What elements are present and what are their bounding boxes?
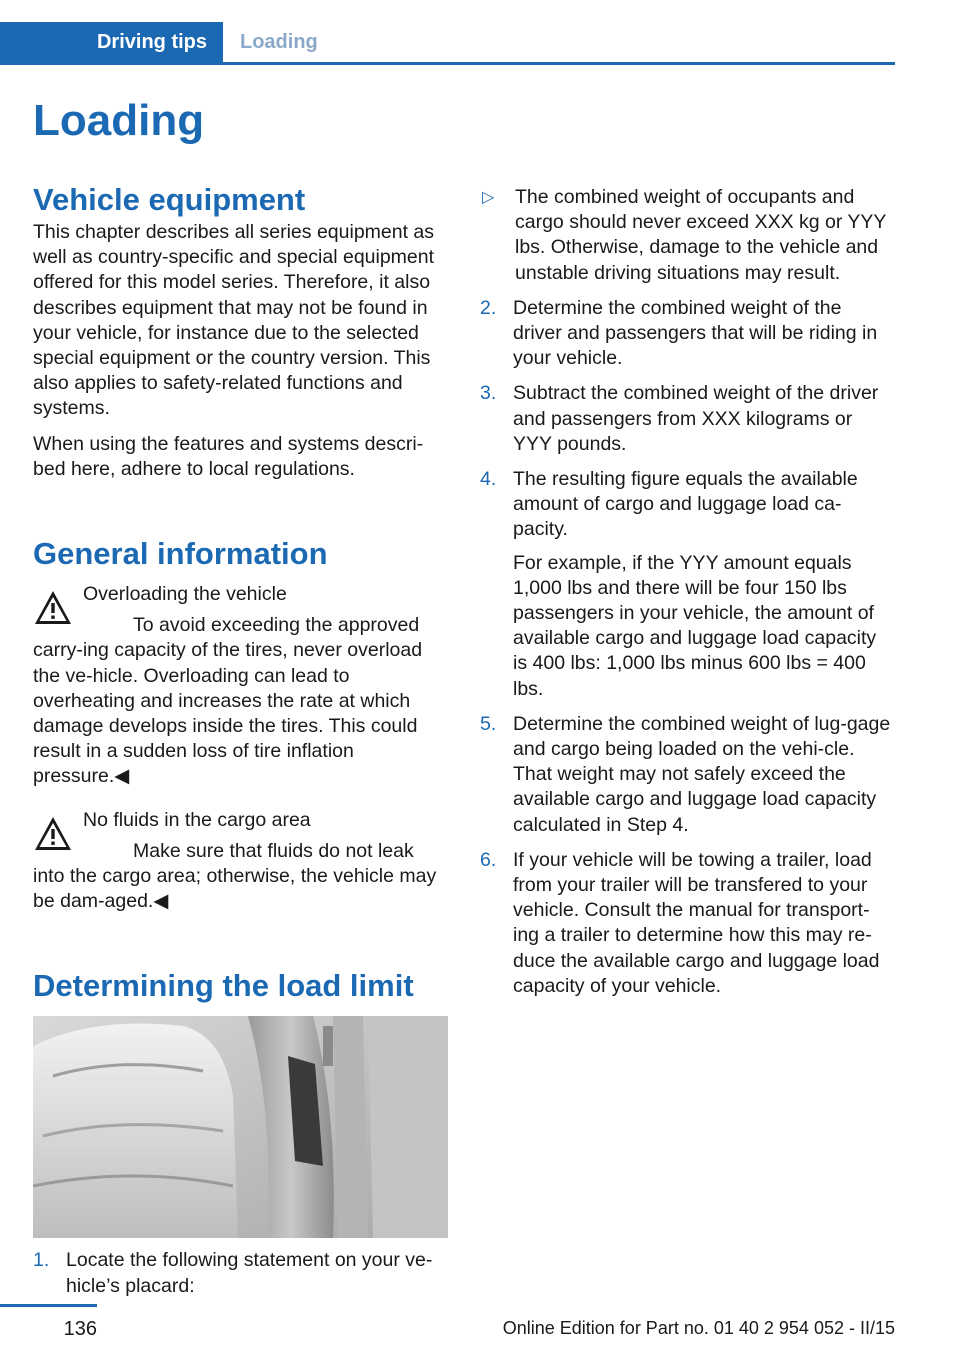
step-number: 3. bbox=[480, 382, 497, 405]
list-item bbox=[480, 185, 895, 286]
vehicle-equipment-paragraph-2: When using the features and systems descri-bed here, adhere to local regulations. bbox=[33, 432, 424, 480]
step-text: Determine the combined weight of lug-gage and cargo being loaded on the vehi-cle. That weight may not safely exceed the available cargo and luggage load capacity calculated in Step 4. bbox=[513, 712, 891, 836]
step-text: Subtract the combined weight of the driver and passengers from XXX kilograms or YYY pounds. bbox=[513, 382, 879, 455]
general-information-heading: General information bbox=[33, 536, 328, 572]
warning-overloading bbox=[33, 582, 448, 790]
list-item bbox=[480, 848, 895, 999]
step-number: 5. bbox=[480, 712, 497, 735]
list-item bbox=[480, 381, 895, 457]
vehicle-equipment-paragraph-1: This chapter describes all series equipment as well as country-specific and special equipment offered for this model series. Therefore, it also describes equipment that may not be found in your vehicle, for instance due to the selected special equipment or the country version. This also applies to safety-related functions and systems. bbox=[33, 221, 435, 420]
load-limit-heading: Determining the load limit bbox=[33, 968, 414, 1004]
vehicle-equipment-heading: Vehicle equipment bbox=[33, 182, 306, 217]
step-text: Locate the following statement on your ve-hicle’s placard: bbox=[66, 1249, 433, 1297]
warning-title: Overloading the vehicle bbox=[83, 583, 287, 606]
warning-triangle-icon bbox=[33, 814, 73, 854]
list-item bbox=[480, 296, 895, 372]
warning-triangle-icon bbox=[33, 588, 73, 628]
step-number: 6. bbox=[480, 848, 497, 871]
step-example: For example, if the YYY amount equals 1,000 lbs and there will be four 150 lbs passengers in your vehicle, the amount of available cargo and luggage load capacity is 400 lbs: 1,000 lbs minus 600 lbs = 400 lbs. bbox=[513, 551, 877, 700]
step-number: 1. bbox=[33, 1249, 50, 1272]
step-number: 4. bbox=[480, 468, 497, 491]
page-title: Loading bbox=[33, 96, 205, 145]
running-header bbox=[0, 22, 895, 65]
triangle-bullet-icon: ▷ bbox=[482, 189, 495, 206]
step-text: The resulting figure equals the available amount of cargo and luggage load ca-pacity. bbox=[513, 468, 858, 541]
footer-rule bbox=[0, 1304, 97, 1307]
warning-title: No fluids in the cargo area bbox=[83, 808, 311, 831]
warning-text: Make sure that fluids do not leak into the cargo area; otherwise, the vehicle may be dam-aged.◀ bbox=[33, 839, 437, 913]
step-text: Determine the combined weight of the driver and passengers that will be riding in your vehicle. bbox=[513, 296, 878, 370]
step-number: 2. bbox=[480, 296, 497, 319]
section-tab-loading[interactable]: Loading bbox=[240, 30, 318, 53]
warning-text: To avoid exceeding the approved carry-ing capacity of the tires, never overload the ve-hicle. Overloading can lead to overheating and increases the rate at which damage develops inside the tires. This could result in a sudden loss of tire inflation pressure.◀ bbox=[33, 614, 423, 788]
section-tab-driving-tips[interactable]: Driving tips bbox=[0, 22, 223, 62]
edition-note: Online Edition for Part no. 01 40 2 954 052 - II/15 bbox=[502, 1318, 895, 1338]
page-number: 136 bbox=[63, 1318, 97, 1340]
warning-no-fluids bbox=[33, 808, 448, 915]
right-column bbox=[480, 185, 895, 999]
bullet-text: The combined weight of occupants and cargo should never exceed XXX kg or YYY lbs. Otherwise, damage to the vehicle and unstable driving situations may result. bbox=[515, 186, 887, 284]
list-item bbox=[480, 712, 895, 838]
left-column bbox=[33, 180, 448, 1299]
step-text: If your vehicle will be towing a trailer, load from your trailer will be transfered to your vehicle. Consult the manual for transport-ing a trailer to determine how this may re-duce the available cargo and luggage load capacity of your vehicle. bbox=[513, 848, 880, 997]
list-item bbox=[480, 467, 895, 702]
list-item bbox=[33, 1248, 448, 1298]
door-pillar-placard-photo bbox=[33, 1016, 448, 1238]
